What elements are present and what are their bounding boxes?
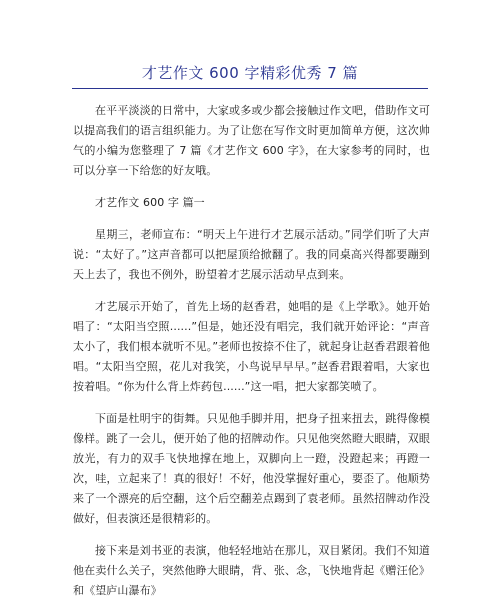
body-paragraph: 星期三，老师宣布：“明天上午进行才艺展示活动。”同学们听了大声说：“太好了。”这声音都可以把屋顶给掀翻了。我的同桌高兴得都要蹦到天上去了，我也不例外，盼望着才艺展示活动早点到来。: [73, 228, 430, 281]
article-title: 才艺作文 600 字精彩优秀 7 篇: [141, 64, 359, 82]
title-underline: [72, 88, 428, 89]
body-paragraph: 接下来是刘书亚的表演，他轻轻地站在那儿，双目紧闭。我们不知道他在卖什么关子，突然他睁大眼睛，背、张、念，飞快地背起《赠汪伦》和《望庐山瀑布》: [73, 544, 430, 597]
body-paragraph: 才艺展示开始了，首先上场的赵香君，她唱的是《上学歌》。她开始唱了：“太阳当空照......”但是，她还没有唱完，我们就开始评论：“声音太小了，我们根本就听不见。”老师也按捺不住了，就起身让赵香君跟着他唱。“太阳当空照，花儿对我笑，小鸟说早早早。”赵香君跟着唱，大家也按着唱。“你为什么背上炸药包......”这一唱，把大家都笑喷了。: [73, 300, 430, 393]
article-body: [73, 101, 430, 613]
body-paragraph: 下面是杜明宇的街舞。只见他手脚并用，把身子扭来扭去，跳得像模像样。跳了一会儿，便开始了他的招牌动作。只见他突然瞪大眼睛，双眼放光，有力的双手飞快地撑在地上，双脚向上一蹬，没蹬起来；再蹬一次，哇，立起来了！真的很好！不好，他没掌握好重心，要歪了。他顺势来了一个漂亮的后空翻，这个后空翻差点踢到了袁老师。虽然招牌动作没做好，但表演还是很精彩的。: [73, 412, 430, 525]
intro-paragraph: 在平平淡淡的日常中，大家或多或少都会接触过作文吧，借助作文可以提高我们的语言组织能力。为了让您在写作文时更加简单方便，这次帅气的小编为您整理了 7 篇《才艺作文 600 字》，在大家参考的同时，也可以分享一下给您的好友哦。: [73, 104, 430, 177]
section-heading: 才艺作文 600 字 篇一: [95, 196, 205, 209]
